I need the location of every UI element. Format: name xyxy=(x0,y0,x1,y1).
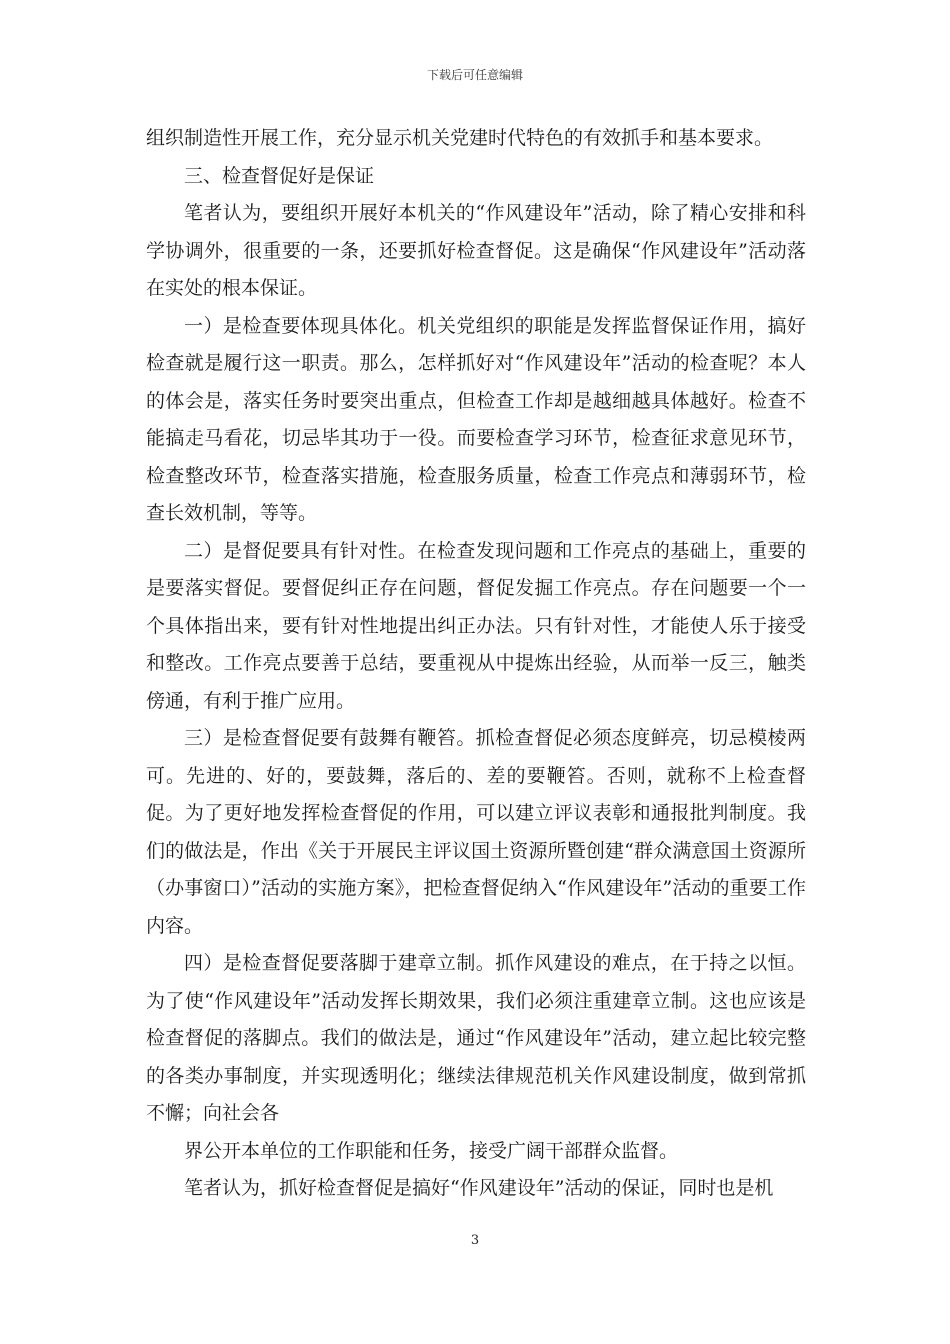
paragraph: 组织制造性开展工作，充分显示机关党建时代特色的有效抓手和基本要求。 xyxy=(146,127,774,149)
paragraph: 笔者认为，抓好检查督促是搞好“作风建设年”活动的保证，同时也是机 xyxy=(184,1177,774,1199)
paragraph: 一）是检查要体现具体化。机关党组织的职能是发挥监督保证作用，搞好检查就是履行这一职责。那么，怎样抓好对“作风建设年”活动的检查呢？本人的体会是，落实任务时要突出重点，但检查工作却是越细越具体越好。检查不能搞走马看花，切忌毕其功于一役。而要检查学习环节，检查征求意见环节，检查整改环节，检查落实措施，检查服务质量，检查工作亮点和薄弱环节，检查长效机制，等等。 xyxy=(146,314,806,524)
paragraph: 三）是检查督促要有鼓舞有鞭笞。抓检查督促必须态度鲜亮，切忌模棱两可。先进的、好的，要鼓舞，落后的、差的要鞭笞。否则，就称不上检查督促。为了更好地发挥检查督促的作用，可以建立评议表彰和通报批判制度。我们的做法是，作出《关于开展民主评议国土资源所暨创建“群众满意国土资源所（办事窗口）”活动的实施方案》，把检查督促纳入“作风建设年”活动的重要工作内容。 xyxy=(146,727,806,937)
document-body xyxy=(146,120,806,1208)
paragraph: 四）是检查督促要落脚于建章立制。抓作风建设的难点，在于持之以恒。为了使“作风建设年”活动发挥长期效果，我们必须注重建章立制。这也应该是检查督促的落脚点。我们的做法是，通过“作风建设年”活动，建立起比较完整的各类办事制度，并实现透明化；继续法律规范机关作风建设制度，做到常抓不懈；向社会各 xyxy=(146,952,806,1124)
paragraph: 界公开本单位的工作职能和任务，接受广阔干部群众监督。 xyxy=(184,1139,679,1162)
page-number: 3 xyxy=(470,1233,480,1248)
page-header: 下载后可任意编辑 xyxy=(426,68,523,82)
paragraph: 笔者认为，要组织开展好本机关的“作风建设年”活动，除了精心安排和科学协调外，很重要的一条，还要抓好检查督促。这是确保“作风建设年”活动落在实处的根本保证。 xyxy=(146,202,806,299)
section-heading: 三、检查督促好是保证 xyxy=(184,164,375,187)
paragraph: 二）是督促要具有针对性。在检查发现问题和工作亮点的基础上，重要的是要落实督促。要督促纠正存在问题，督促发掘工作亮点。存在问题要一个一个具体指出来，要有针对性地提出纠正办法。只有针对性，才能使人乐于接受和整改。工作亮点要善于总结，要重视从中提炼出经验，从而举一反三，触类傍通，有利于推广应用。 xyxy=(146,539,806,712)
